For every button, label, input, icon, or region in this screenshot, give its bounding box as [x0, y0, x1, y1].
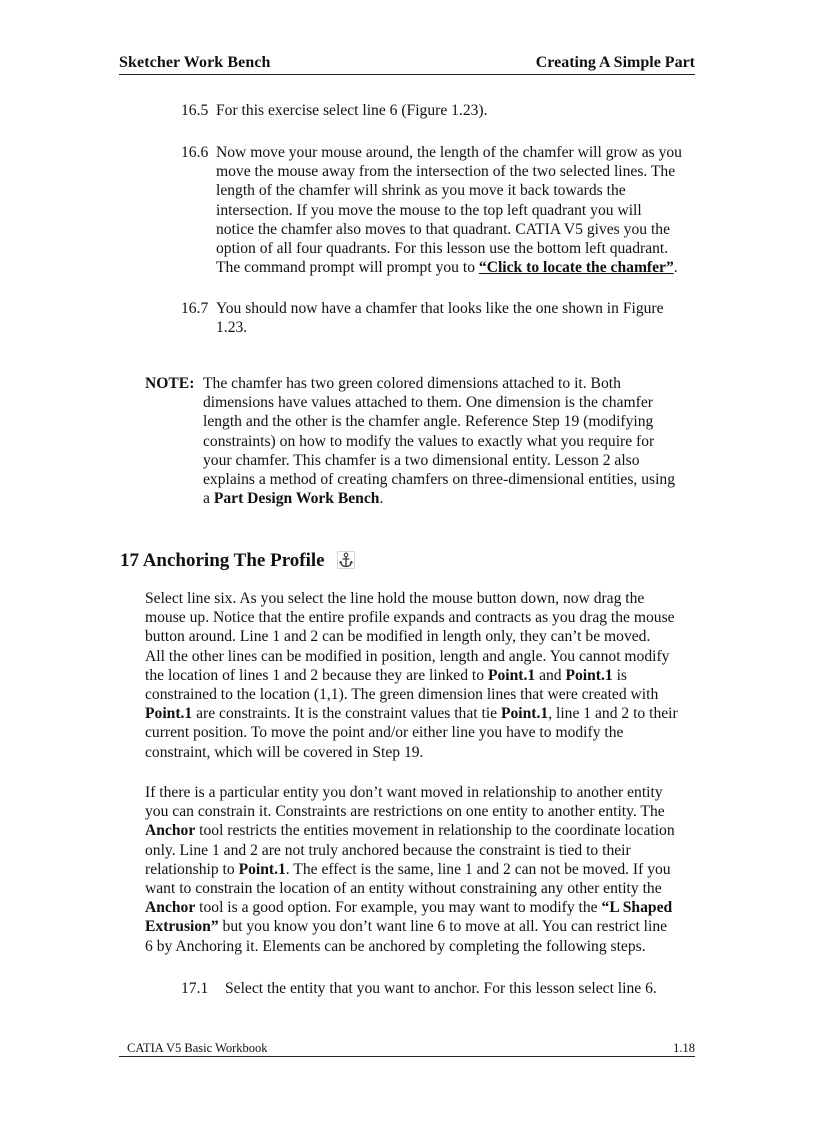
text-run: and	[535, 666, 566, 684]
point-1-term: Point.1	[500, 705, 549, 723]
para-line: constrained to the location (1,1). The green dimension lines that were created with	[145, 686, 659, 704]
text-run: the location of lines 1 and 2 because they are linked to	[145, 666, 488, 684]
step-16-6-line: notice the chamfer also moves to that quadrant. CATIA V5 gives you the	[216, 220, 670, 238]
anchor-term: Anchor	[145, 899, 196, 917]
step-16-5-text: For this exercise select line 6 (Figure 1.23).	[216, 102, 488, 119]
note-line: length and the other is the chamfer angle. Reference Step 19 (modifying	[203, 413, 654, 431]
note-line: your chamfer. This chamfer is a two dimensional entity. Lesson 2 also	[203, 451, 640, 469]
paragraph-1	[145, 589, 705, 762]
point-1-term: Point.1	[145, 705, 193, 723]
step-16-6-tail: .	[673, 259, 678, 277]
note-label	[145, 374, 194, 393]
note-line: constraints) on how to modify the values to exactly what you require for	[203, 432, 655, 450]
paragraph-2	[145, 783, 705, 956]
page-header	[119, 54, 695, 75]
step-16-6-line: length of the chamfer will shrink as you move it back towards the	[216, 182, 626, 200]
text-run: relationship to	[145, 860, 239, 878]
para-line	[145, 898, 705, 917]
para-line: only. Line 1 and 2 are not truly anchored because the constraint is tied to their	[145, 841, 631, 859]
note-label-text: NOTE:	[145, 375, 195, 392]
section-17-title	[120, 550, 355, 572]
note-line: The chamfer has two green colored dimensions attached to it. Both	[203, 375, 621, 392]
text-run: but you know you don’t want line 6 to move at all. You can restrict line	[218, 918, 668, 936]
note-line	[203, 489, 703, 508]
point-1-term: Point.1	[487, 666, 536, 684]
para-line: mouse up. Notice that the entire profile expands and contracts as you drag the mouse	[145, 609, 675, 627]
para-line	[145, 821, 705, 840]
para-line: If there is a particular entity you don’t want moved in relationship to another entity	[145, 784, 663, 801]
part-design-work-bench-term: Part Design Work Bench	[213, 490, 380, 508]
point-1-term: Point.1	[565, 666, 613, 684]
step-17-1-text: Select the entity that you want to anchor. For this lesson select line 6.	[225, 980, 657, 997]
note-line: explains a method of creating chamfers on three-dimensional entities, using	[203, 471, 676, 489]
step-16-6-line	[216, 258, 706, 277]
footer-left: CATIA V5 Basic Workbook	[127, 1041, 268, 1055]
section-title-text: 17 Anchoring The Profile	[120, 550, 325, 571]
step-16-7-line: 1.23.	[216, 319, 248, 337]
para-line: 6 by Anchoring it. Elements can be anchored by completing the following steps.	[145, 937, 646, 955]
para-line: you can constrain it. Constraints are restrictions on one entity to another entity. The	[145, 803, 665, 821]
anchor-icon	[337, 551, 355, 569]
text-run: tool is a good option. For example, you may want to modify the	[195, 899, 602, 917]
text-run: tool restricts the entities movement in relationship to the coordinate location	[195, 822, 675, 840]
step-16-7-text	[216, 299, 706, 337]
step-16-5-number: 16.5	[181, 102, 209, 119]
header-left: Sketcher Work Bench	[119, 54, 271, 71]
para-line	[145, 917, 705, 936]
para-line: current position. To move the point and/or either line you have to modify the	[145, 724, 624, 742]
extrusion-term: Extrusion”	[145, 918, 219, 936]
step-16-6-line: move the mouse away from the intersection of the two selected lines. The	[216, 163, 676, 181]
page-number: 1.18	[673, 1041, 695, 1055]
step-16-6-text	[216, 143, 706, 277]
header-right: Creating A Simple Part	[535, 54, 695, 71]
note-last-prefix: a	[203, 490, 214, 508]
step-16-6-line: option of all four quadrants. For this lesson use the bottom left quadrant.	[216, 240, 669, 258]
step-16-6-number: 16.6	[181, 144, 209, 161]
text-run: are constraints. It is the constraint values that tie	[192, 705, 501, 723]
page-footer	[119, 1041, 695, 1057]
point-1-term: Point.1	[238, 860, 286, 878]
l-shaped-term: “L Shaped	[601, 899, 673, 917]
para-line: All the other lines can be modified in position, length and angle. You cannot modify	[145, 647, 670, 665]
anchor-term: Anchor	[145, 822, 196, 840]
para-line: button around. Line 1 and 2 can be modified in length only, they can’t be moved.	[145, 628, 651, 646]
step-16-6-line: intersection. If you move the mouse to the top left quadrant you will	[216, 201, 642, 219]
text-run: , line 1 and 2 to their	[548, 705, 678, 723]
para-line: constraint, which will be covered in Step 19.	[145, 743, 424, 761]
step-16-6-line: Now move your mouse around, the length of the chamfer will grow as you	[216, 144, 682, 161]
para-line: Select line six. As you select the line hold the mouse button down, now drag the	[145, 590, 645, 607]
note-line: dimensions have values attached to them. One dimension is the chamfer	[203, 394, 653, 412]
step-16-6-prompt-text: The command prompt will prompt you to	[216, 259, 479, 277]
step-16-7-line: You should now have a chamfer that looks like the one shown in Figure	[216, 300, 664, 317]
note-last-suffix: .	[379, 490, 384, 508]
para-line	[145, 704, 705, 723]
para-line	[145, 860, 705, 879]
command-prompt-emphasis: “Click to locate the chamfer”	[478, 259, 674, 277]
text-run: is	[612, 666, 628, 684]
para-line	[145, 666, 705, 685]
text-run: . The effect is the same, line 1 and 2 can not be moved. If you	[285, 860, 671, 878]
para-line: want to constrain the location of an entity without constraining any other entity the	[145, 880, 662, 898]
note-body	[203, 374, 703, 508]
step-17-1-number: 17.1	[181, 980, 209, 997]
step-16-7-number: 16.7	[181, 300, 209, 317]
